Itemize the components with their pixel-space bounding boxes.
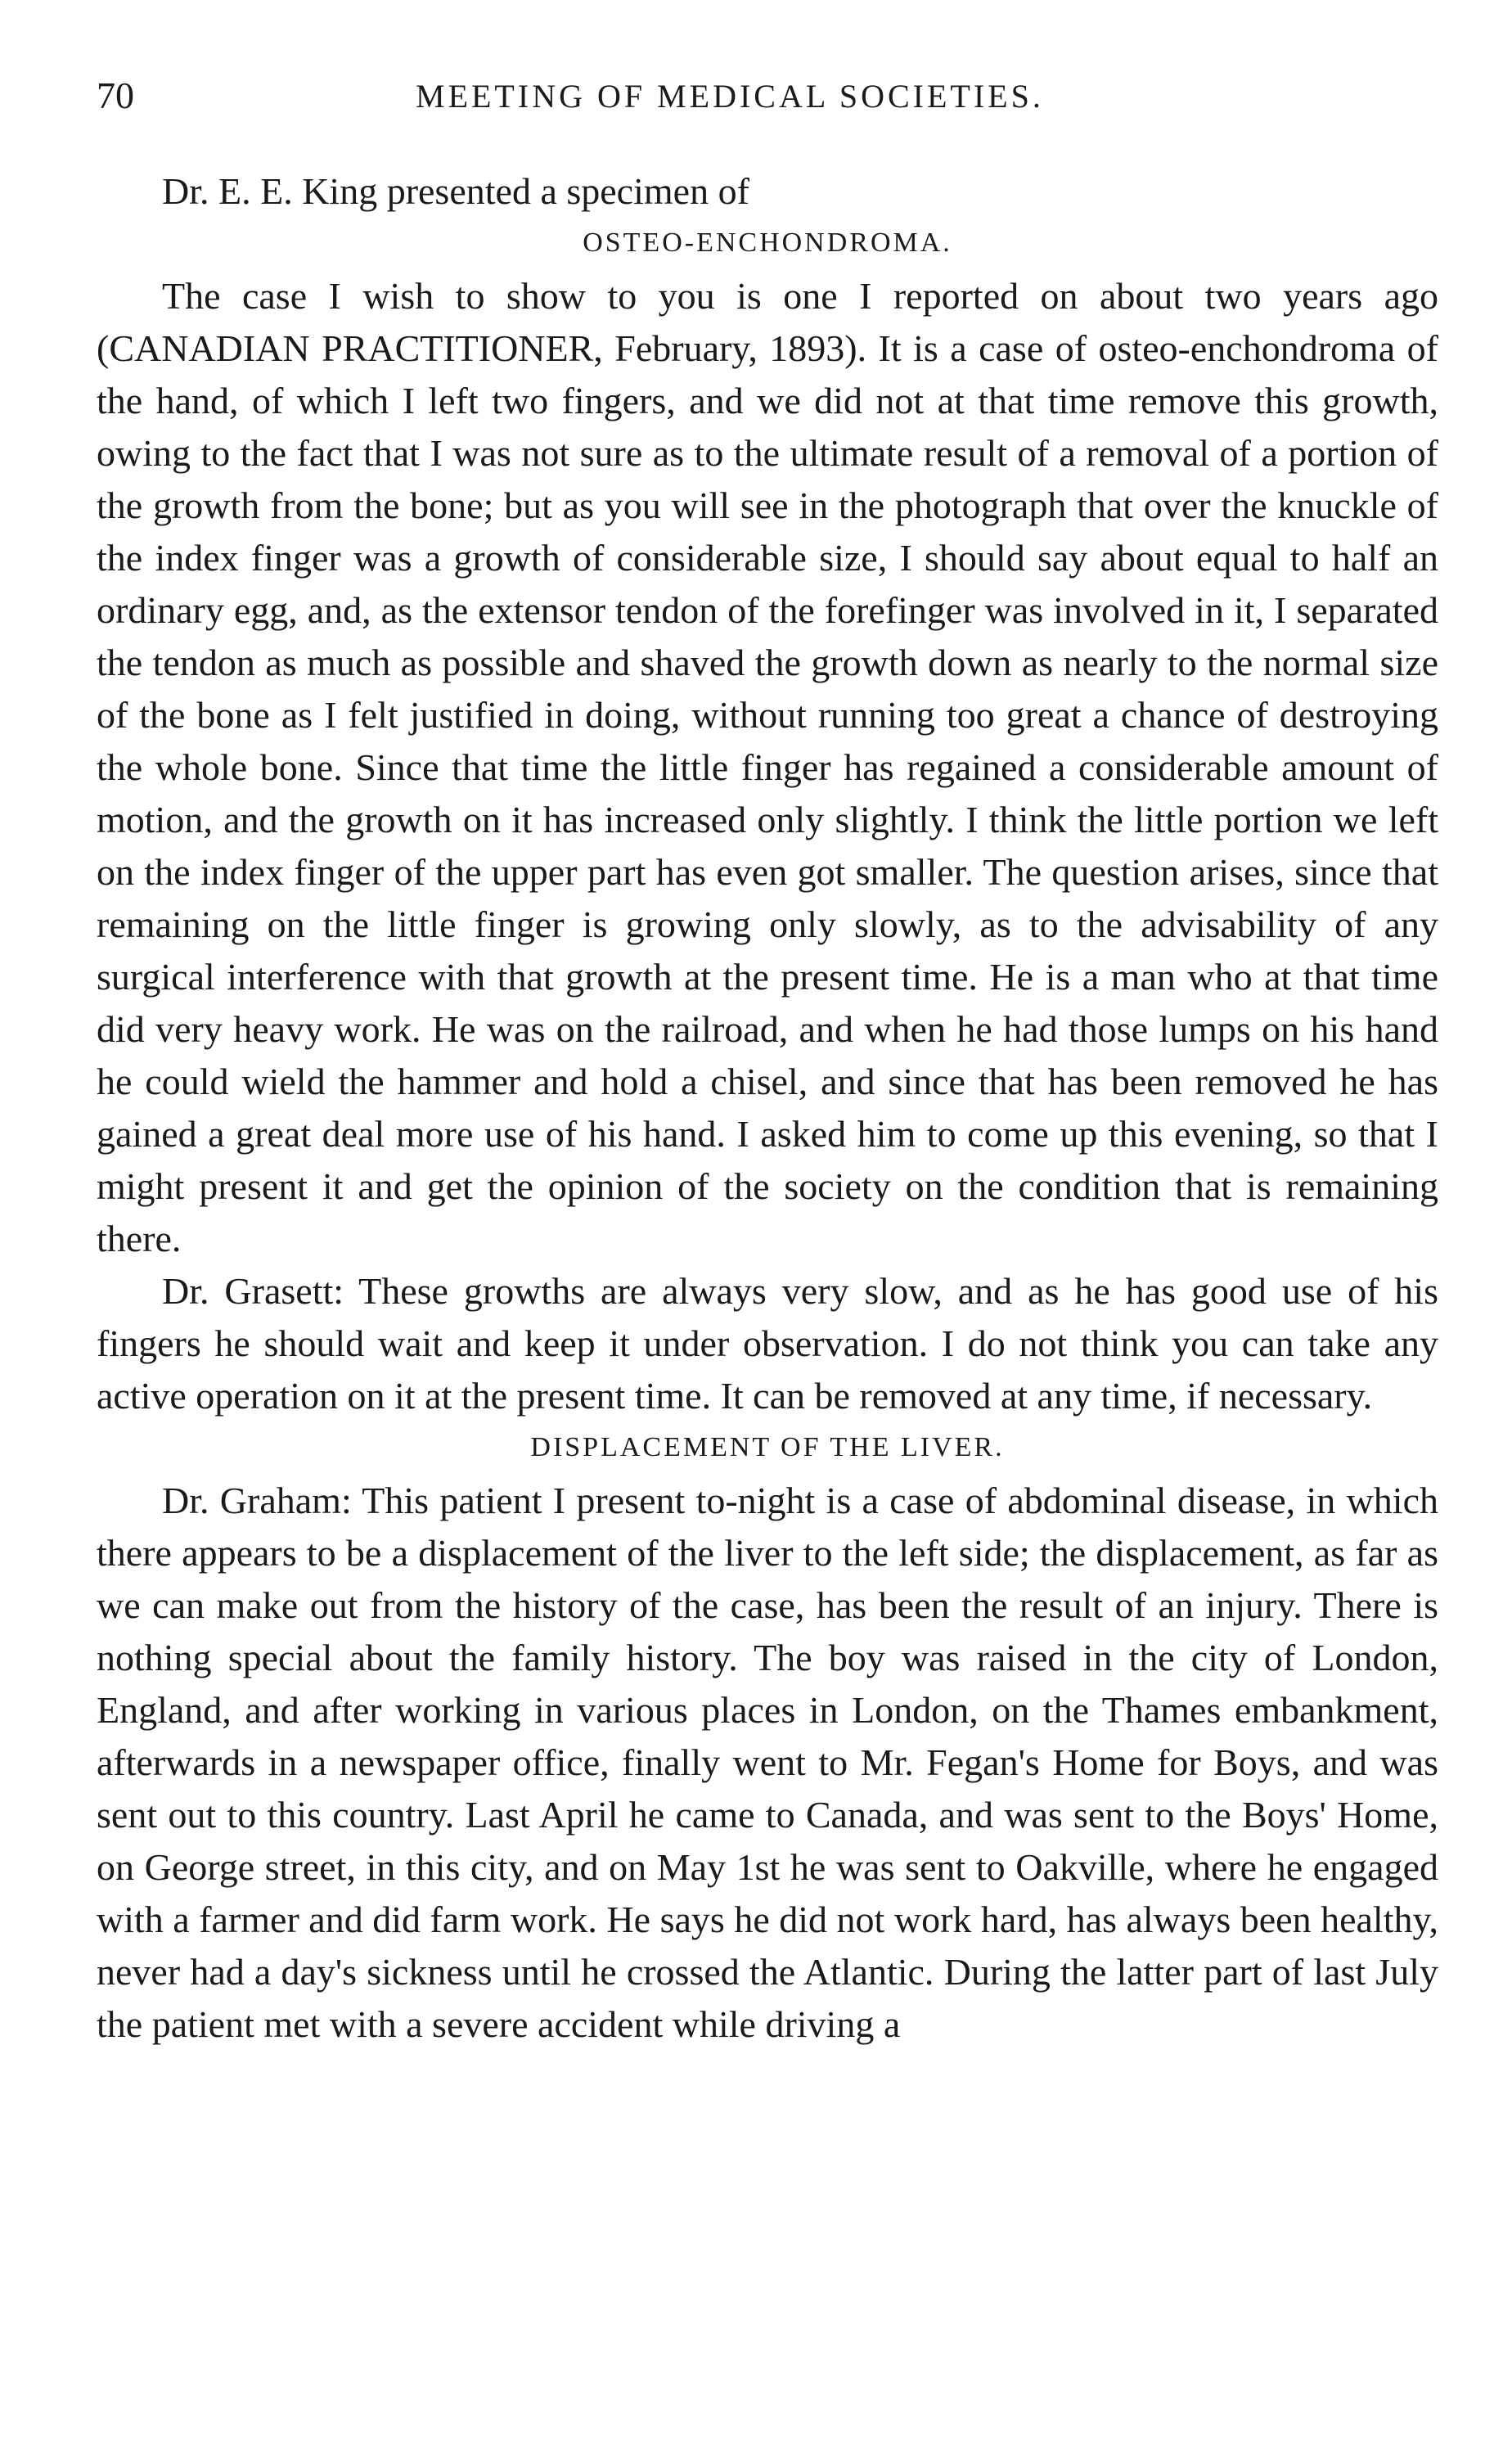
page-number: 70: [97, 74, 134, 116]
article-body: [97, 165, 1438, 2051]
running-title: MEETING OF MEDICAL SOCIETIES.: [416, 78, 1044, 115]
paragraph-king-report: The case I wish to show to you is one I reported on about two years ago (CANADIAN PRACTITIONER, February, 1893). It is a case of osteo-enchondroma of the hand, of which I left two fingers, and we did not at that time remove this growth, owing to the fact that I was not sure as to the ultimate result of a removal of a portion of the growth from the bone; but as you will see in the photograph that over the knuckle of the index finger was a growth of considerable size, I should say about equal to half an ordinary egg, and, as the extensor tendon of the forefinger was involved in it, I separated the tendon as much as possible and shaved the growth down as nearly to the normal size of the bone as I felt justified in doing, without running too great a chance of destroying the whole bone. Since that time the little finger has regained a considerable amount of motion, and the growth on it has increased only slightly. I think the little portion we left on the index finger of the upper part has even got smaller. The question arises, since that remaining on the little finger is growing only slowly, as to the advisability of any surgical interference with that growth at the present time. He is a man who at that time did very heavy work. He was on the railroad, and when he had those lumps on his hand he could wield the hammer and hold a chisel, and since that has been removed he has gained a great deal more use of his hand. I asked him to come up this evening, so that I might present it and get the opinion of the society on the condition that is remaining there.: [97, 275, 1438, 1259]
section-heading: DISPLACEMENT OF THE LIVER.: [530, 1432, 1005, 1462]
document-page: [97, 74, 1438, 2051]
paragraph-grasett-reply: Dr. Grasett: These growths are always very slow, and as he has good use of his fingers he should wait and keep it under observation. I do not think you can take any active operation on it at the present time. It can be removed at any time, if necessary.: [97, 1270, 1438, 1417]
intro-line: Dr. E. E. King presented a specimen of: [162, 170, 749, 212]
section-osteo-enchondroma: [97, 219, 1438, 1422]
section-displacement-liver: [97, 1424, 1438, 2051]
section-heading: OSTEO-ENCHONDROMA.: [583, 227, 952, 258]
paragraph-graham-case: Dr. Graham: This patient I present to-night is a case of abdominal disease, in which there appears to be a displacement of the liver to the left side; the displacement, as far as we can make out from the history of the case, has been the result of an injury. There is nothing special about the family history. The boy was raised in the city of London, England, and after working in various places in London, on the Thames embankment, afterwards in a newspaper office, finally went to Mr. Fegan's Home for Boys, and was sent out to this country. Last April he came to Canada, and was sent to the Boys' Home, on George street, in this city, and on May 1st he was sent to Oakville, where he engaged with a farmer and did farm work. He says he did not work hard, has always been healthy, never had a day's sickness until he crossed the Atlantic. During the latter part of last July the patient met with a severe accident while driving a: [97, 1480, 1438, 2045]
running-header: [97, 74, 1438, 139]
